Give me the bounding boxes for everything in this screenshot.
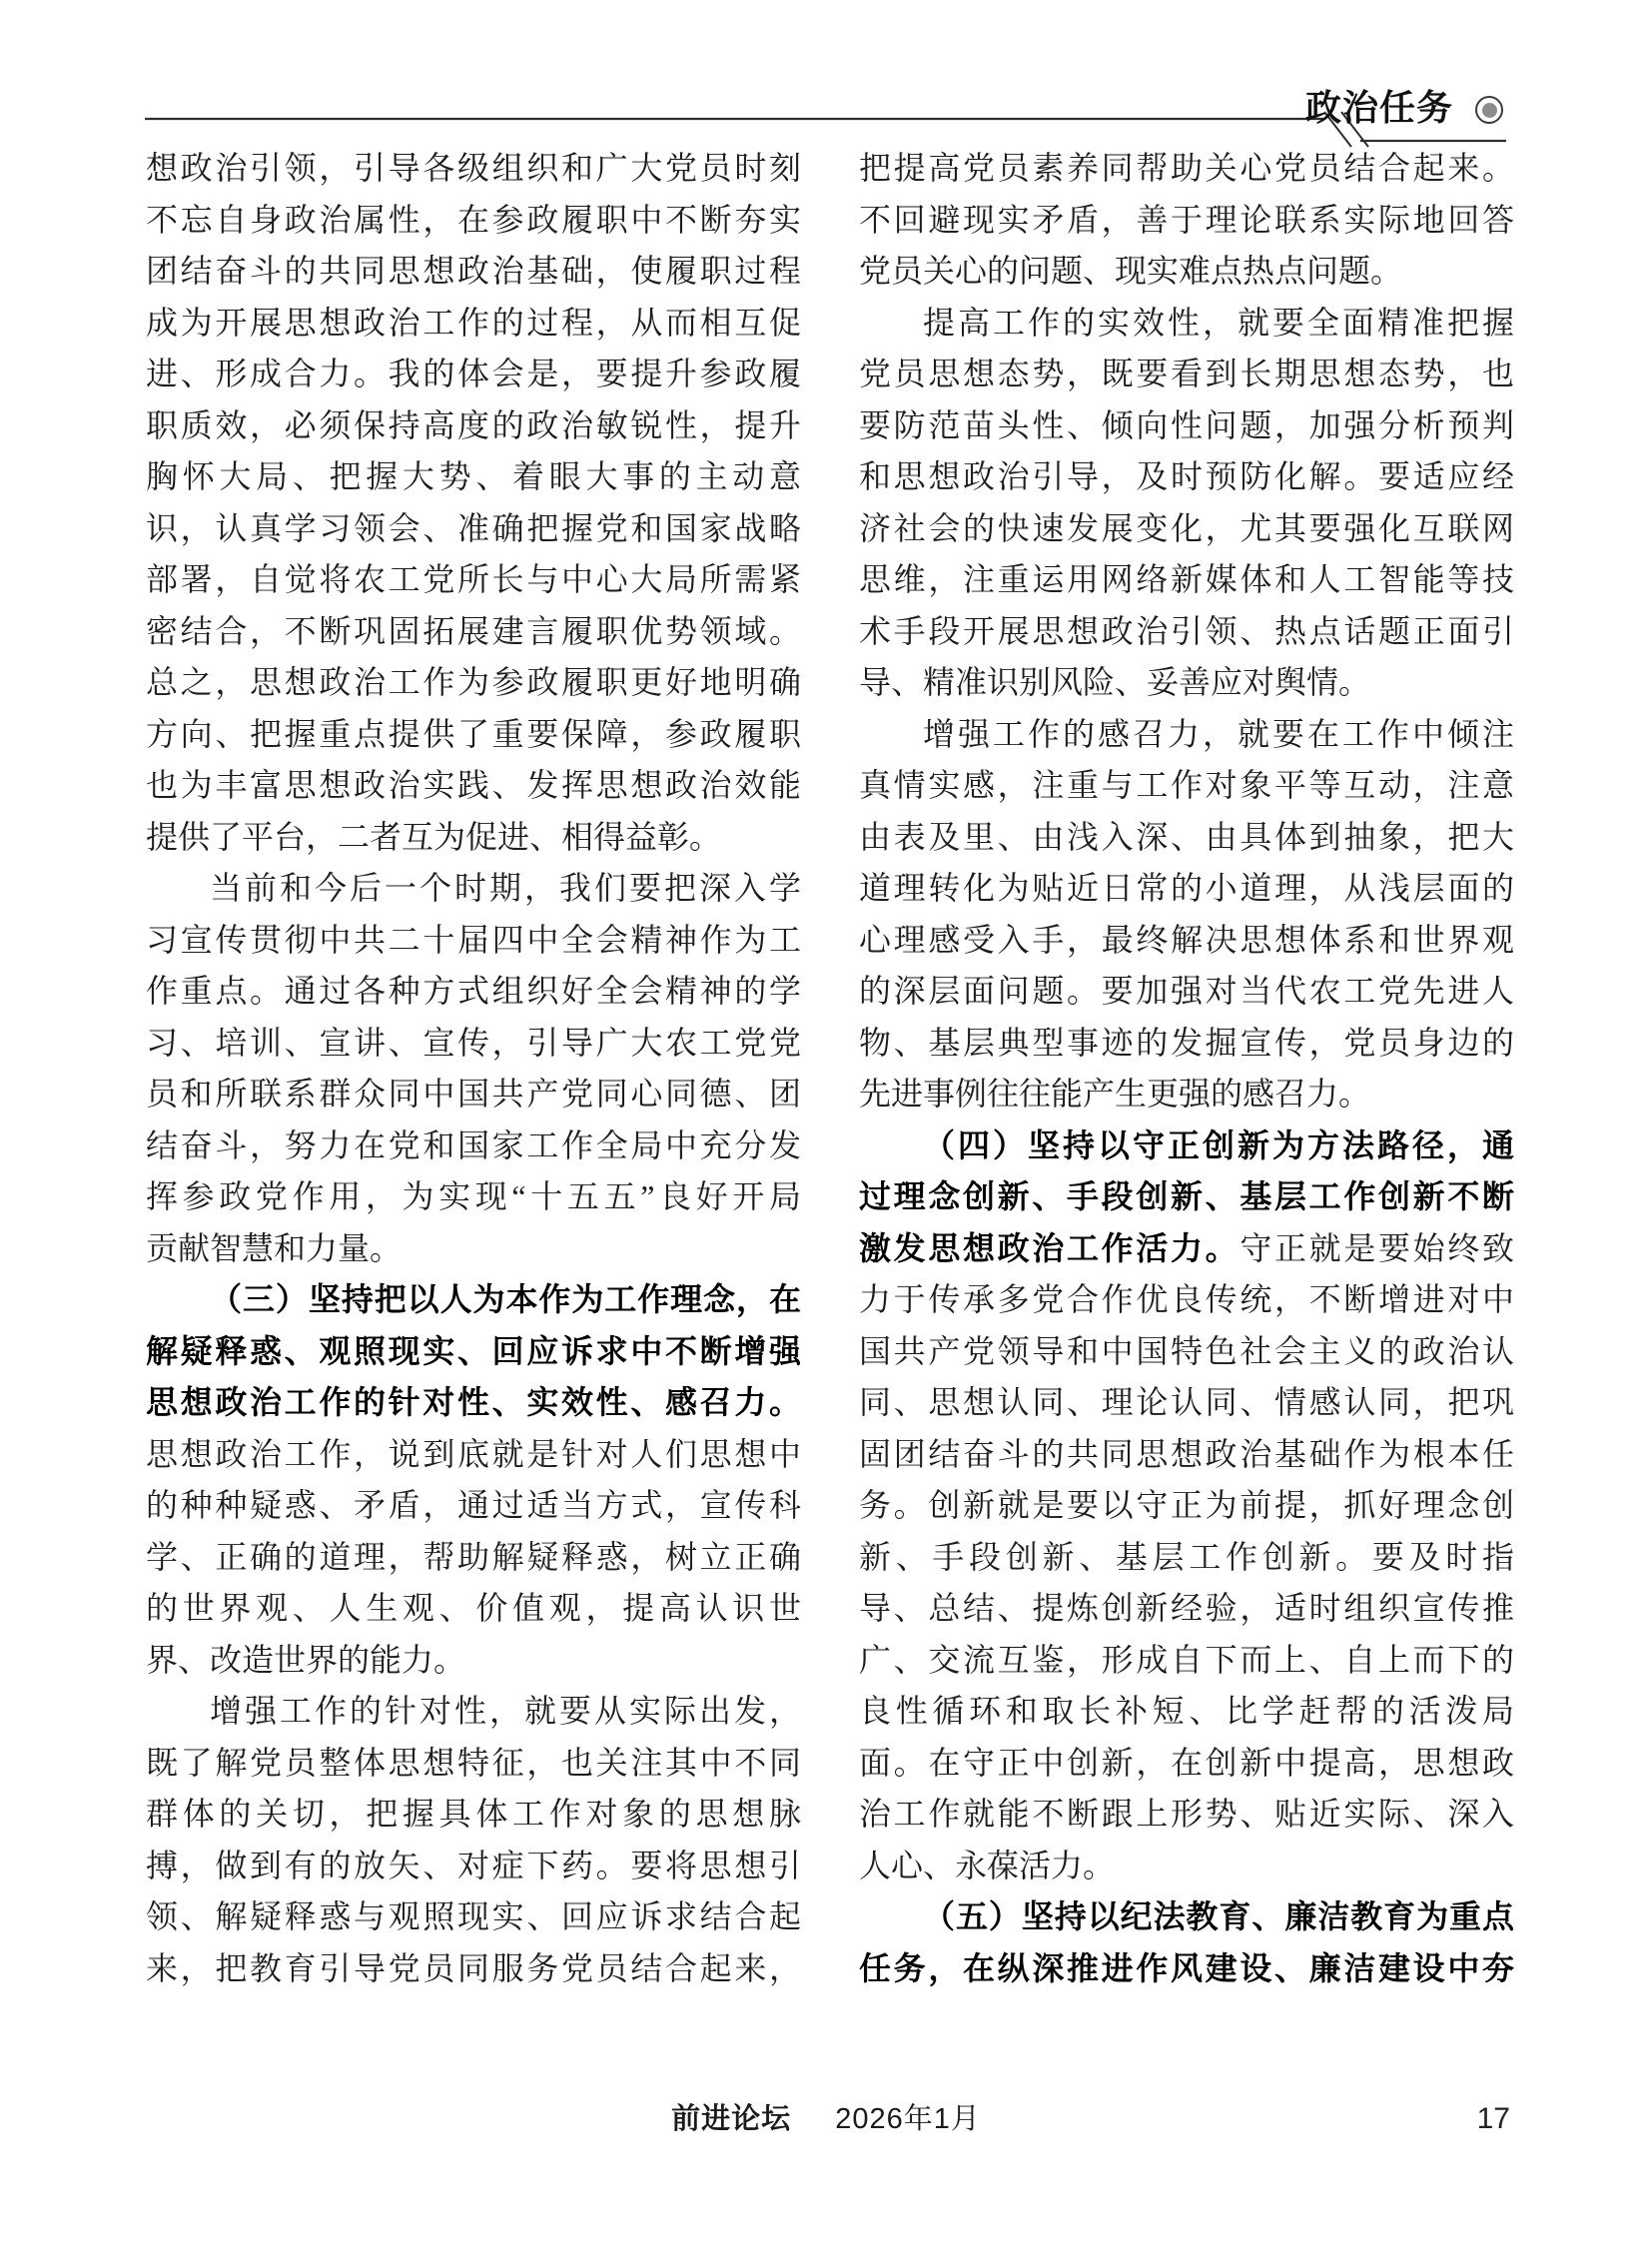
text-segment: 领、解疑释惑与观照现实、回应诉求结合起 [146, 1898, 801, 1934]
text-line [859, 812, 1514, 864]
text-line [859, 1121, 1514, 1172]
page-footer [0, 2099, 1652, 2143]
text-segment: 学、正确的道理，帮助解疑释惑，树立正确 [146, 1538, 801, 1575]
page-number: 17 [1476, 2102, 1510, 2135]
text-segment: 进、形成合力。我的体会是，要提升参政履 [146, 356, 801, 391]
text-segment: 增强工作的针对性，就要从实际出发， [210, 1693, 801, 1729]
text-segment: 导、总结、提炼创新经验，适时组织宣传推 [859, 1590, 1514, 1626]
text-segment: 济社会的快速发展变化，尤其要强化互联网 [859, 509, 1514, 546]
text-segment: 固团结奋斗的共同思想政治基础作为根本任 [859, 1435, 1514, 1472]
text-line [859, 1532, 1514, 1584]
text-line [859, 1635, 1514, 1687]
text-line [859, 606, 1514, 658]
text-line [859, 966, 1514, 1018]
text-segment: 当前和今后一个时期，我们要把深入学 [210, 870, 801, 906]
text-segment: 先进事例往往能产生更强的感召力。 [859, 1076, 1371, 1112]
text-segment: 来，把教育引导党员同服务党员结合起来， [146, 1949, 801, 1986]
text-segment: 新、手段创新、基层工作创新。要及时指 [859, 1538, 1514, 1575]
text-line [146, 349, 801, 400]
text-segment: 识，认真学习领会、准确把握党和国家战略 [146, 509, 801, 546]
text-line [146, 1223, 801, 1275]
text-segment: 导、精准识别风险、妥善应对舆情。 [859, 664, 1371, 700]
journal-name: 前进论坛 [671, 2103, 792, 2135]
text-line [859, 1326, 1514, 1378]
text-line [859, 400, 1514, 452]
text-segment: 良性循环和取长补短、比学赶帮的活泼局 [859, 1693, 1514, 1729]
text-line [146, 554, 801, 606]
text-line [146, 298, 801, 350]
text-segment: 部署，自觉将农工党所长与中心大局所需紧 [146, 561, 801, 597]
footer-journal-line [0, 2099, 1652, 2139]
text-line [859, 1429, 1514, 1481]
text-line [859, 1789, 1514, 1841]
text-line [859, 143, 1514, 195]
text-line [859, 760, 1514, 812]
text-segment: 习、培训、宣讲、宣传，引导广大农工党党 [146, 1024, 801, 1061]
text-segment: 把提高党员素养同帮助关心党员结合起来。 [859, 150, 1514, 186]
text-line [859, 1480, 1514, 1532]
text-line [146, 863, 801, 915]
text-segment: 搏，做到有的放矢、对症下药。要将思想引 [146, 1847, 801, 1883]
text-segment: 党员思想态势，既要看到长期思想态势，也 [859, 356, 1514, 391]
text-segment: 真情实感，注重与工作对象平等互动，注意 [859, 767, 1514, 803]
text-segment: 党员关心的问题、现实难点热点问题。 [859, 253, 1403, 289]
text-segment: 术手段开展思想政治引领、热点话题正面引 [859, 612, 1514, 649]
text-line [146, 1274, 801, 1326]
text-line [146, 1738, 801, 1790]
bold-text-segment: 解疑释惑、观照现实、回应诉求中不断增强 [146, 1332, 801, 1369]
bold-text-segment: （四）坚持以守正创新为方法路径，通 [923, 1126, 1514, 1163]
text-line [146, 1069, 801, 1121]
text-line [146, 1789, 801, 1841]
text-line [146, 1532, 801, 1584]
text-line [146, 1841, 801, 1892]
text-segment: 同、思想认同、理论认同、情感认同，把巩 [859, 1384, 1514, 1420]
text-segment: 心理感受入手，最终解决思想体系和世界观 [859, 921, 1514, 958]
article-body [146, 143, 1514, 1994]
issue-date: 2026年1月 [835, 2103, 981, 2135]
text-line [146, 1018, 801, 1070]
bold-text-segment: （三）坚持把以人为本作为工作理念，在 [210, 1281, 801, 1317]
text-line [146, 709, 801, 761]
bold-text-segment: 过理念创新、手段创新、基层工作创新不断 [859, 1178, 1514, 1214]
text-segment: 不忘自身政治属性，在参政履职中不断夯实 [146, 201, 801, 238]
text-segment: 职质效，必须保持高度的政治敏锐性，提升 [146, 406, 801, 443]
text-segment: 想政治引领，引导各级组织和广大党员时刻 [146, 150, 801, 186]
bold-text-segment: （五）坚持以纪法教育、廉洁教育为重点 [923, 1898, 1514, 1934]
text-line [859, 1274, 1514, 1326]
text-segment: 广、交流互鉴，形成自下而上、自上而下的 [859, 1641, 1514, 1678]
text-segment: 治工作就能不断跟上形势、贴近实际、深入 [859, 1796, 1514, 1832]
text-segment: 要防范苗头性、倾向性问题，加强分析预判 [859, 406, 1514, 443]
text-segment: 员和所联系群众同中国共产党同心同德、团 [146, 1076, 801, 1112]
text-line [859, 195, 1514, 247]
text-line [859, 915, 1514, 967]
text-line [146, 966, 801, 1018]
text-line [859, 1891, 1514, 1943]
text-segment: 贡献智慧和力量。 [146, 1229, 403, 1266]
text-line [859, 1069, 1514, 1121]
text-line [859, 1377, 1514, 1429]
text-segment: 国共产党领导和中国特色社会主义的政治认 [859, 1332, 1514, 1369]
text-line [146, 1943, 801, 1995]
text-line [146, 1326, 801, 1378]
text-line [146, 503, 801, 555]
text-segment: 习宣传贯彻中共二十届四中全会精神作为工 [146, 921, 801, 958]
text-line [859, 1223, 1514, 1275]
text-segment: 增强工作的感召力，就要在工作中倾注 [923, 715, 1514, 752]
text-segment: 既了解党员整体思想特征，也关注其中不同 [146, 1744, 801, 1781]
text-segment: 界、改造世界的能力。 [146, 1641, 466, 1678]
text-segment: 提高工作的实效性，就要全面精准把握 [923, 304, 1514, 341]
bold-text-segment: 思想政治工作的针对性、实效性、感召力。 [146, 1384, 801, 1420]
bold-text-segment: 任务，在纵深推进作风建设、廉洁建设中夯 [859, 1949, 1514, 1986]
text-line [146, 143, 801, 195]
text-line [859, 709, 1514, 761]
text-segment: 方向、把握重点提供了重要保障，参政履职 [146, 715, 801, 752]
text-column-left [146, 143, 801, 1994]
text-segment: 也为丰富思想政治实践、发挥思想政治效能 [146, 767, 801, 803]
text-line [146, 1377, 801, 1429]
text-segment: 道理转化为贴近日常的小道理，从浅层面的 [859, 870, 1514, 906]
text-line [859, 503, 1514, 555]
text-column-right [859, 143, 1514, 1994]
text-line [146, 195, 801, 247]
text-segment: 的世界观、人生观、价值观，提高认识世 [146, 1590, 801, 1626]
text-segment: 挥参政党作用，为实现“十五五”良好开局 [146, 1178, 801, 1214]
text-segment: 思想政治工作，说到底就是针对人们思想中 [146, 1435, 801, 1472]
text-line [859, 349, 1514, 400]
text-line [146, 1635, 801, 1687]
text-line [146, 246, 801, 298]
text-segment: 群体的关切，把握具体工作对象的思想脉 [146, 1796, 801, 1832]
text-line [146, 1121, 801, 1172]
text-segment: 思维，注重运用网络新媒体和人工智能等技 [859, 561, 1514, 597]
text-segment: 力于传承多党合作优良传统，不断增进对中 [859, 1281, 1514, 1317]
text-line [146, 760, 801, 812]
text-segment: 总之，思想政治工作为参政履职更好地明确 [146, 664, 801, 700]
text-line [146, 1480, 801, 1532]
text-line [859, 657, 1514, 709]
text-segment: 由表及里、由浅入深、由具体到抽象，把大 [859, 818, 1514, 855]
text-segment: 务。创新就是要以守正为前提，抓好理念创 [859, 1487, 1514, 1523]
text-line [859, 863, 1514, 915]
text-segment: 人心、永葆活力。 [859, 1847, 1116, 1883]
text-line [146, 1891, 801, 1943]
header-section-tag [1305, 88, 1503, 128]
text-segment: 成为开展思想政治工作的过程，从而相互促 [146, 304, 801, 341]
text-line [146, 451, 801, 503]
text-segment: 团结奋斗的共同思想政治基础，使履职过程 [146, 253, 801, 289]
text-line [146, 1171, 801, 1223]
text-segment: 作重点。通过各种方式组织好全会精神的学 [146, 973, 801, 1009]
text-line [146, 606, 801, 658]
text-segment: 和思想政治引导，及时预防化解。要适应经 [859, 458, 1514, 494]
text-segment: 物、基层典型事迹的发掘宣传，党员身边的 [859, 1024, 1514, 1061]
text-line [146, 1686, 801, 1738]
section-label: 政治任务 [1304, 88, 1453, 128]
text-segment: 面。在守正中创新，在创新中提高，思想政 [859, 1744, 1514, 1781]
text-line [859, 1841, 1514, 1892]
text-line [859, 246, 1514, 298]
text-segment: 结奋斗，努力在党和国家工作全局中充分发 [146, 1126, 801, 1163]
section-bullet-icon [1475, 96, 1503, 124]
text-line [859, 1943, 1514, 1995]
text-line [146, 812, 801, 864]
text-line [146, 657, 801, 709]
text-line [859, 1738, 1514, 1790]
text-segment: 的种种疑惑、矛盾，通过适当方式，宣传科 [146, 1487, 801, 1523]
text-segment: 不回避现实矛盾，善于理论联系实际地回答 [859, 201, 1514, 238]
text-line [859, 1171, 1514, 1223]
text-line [146, 1583, 801, 1635]
text-segment: 守正就是要始终致 [1239, 1229, 1514, 1266]
text-line [859, 1686, 1514, 1738]
text-segment: 密结合，不断巩固拓展建言履职优势领域。 [146, 612, 801, 649]
section-bullet-dot [1482, 103, 1497, 118]
text-line [859, 554, 1514, 606]
bold-text-segment: 激发思想政治工作活力。 [859, 1229, 1240, 1266]
text-line [146, 1429, 801, 1481]
text-segment: 的深层面问题。要加强对当代农工党先进人 [859, 973, 1514, 1009]
text-line [859, 298, 1514, 350]
text-line [859, 1018, 1514, 1070]
text-line [859, 1583, 1514, 1635]
text-line [146, 400, 801, 452]
text-segment: 提供了平台，二者互为促进、相得益彰。 [146, 818, 722, 855]
text-line [859, 451, 1514, 503]
text-segment: 胸怀大局、把握大势、着眼大事的主动意 [146, 458, 801, 494]
text-line [146, 915, 801, 967]
